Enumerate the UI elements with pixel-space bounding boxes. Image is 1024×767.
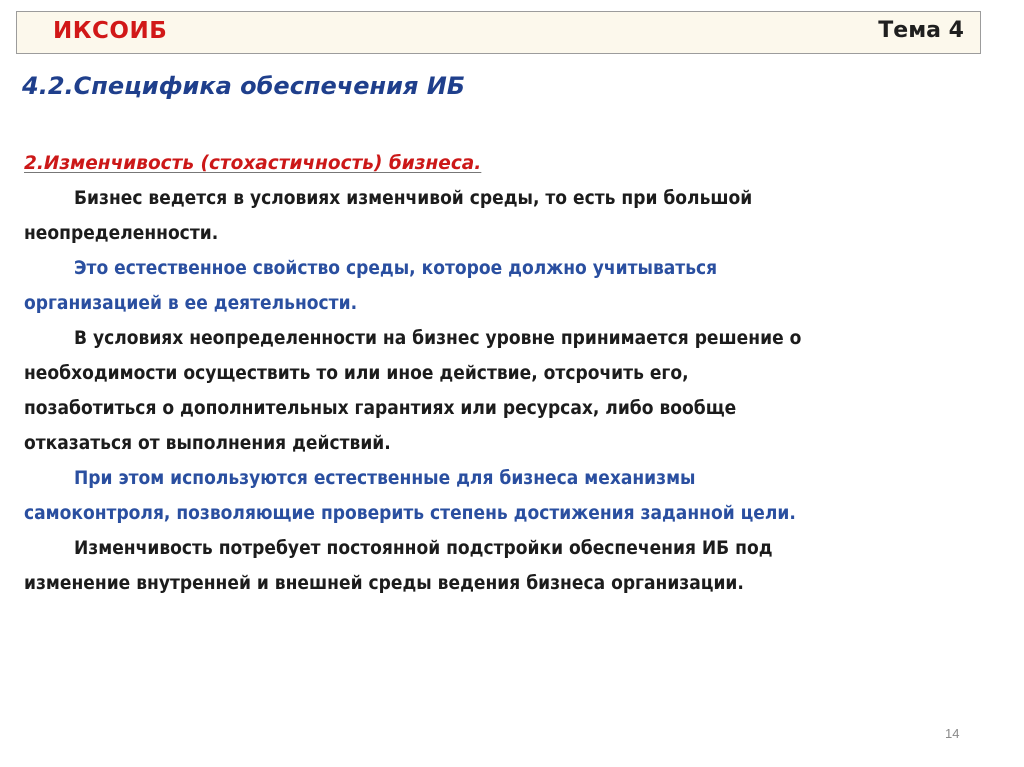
paragraph-line: Изменчивость потребует постоянной подстройки обеспечения ИБ под bbox=[74, 537, 773, 559]
paragraph-line: При этом используются естественные для бизнеса механизмы bbox=[74, 467, 696, 489]
paragraph bbox=[24, 181, 999, 251]
paragraph-line: В условиях неопределенности на бизнес уровне принимается решение о bbox=[74, 327, 802, 349]
section-heading: 2.Изменчивость (стохастичность) бизнеса. bbox=[24, 153, 482, 174]
paragraph bbox=[24, 461, 999, 531]
paragraph-line: отказаться от выполнения действий. bbox=[24, 432, 391, 454]
paragraph-line: Это естественное свойство среды, которое должно учитываться bbox=[74, 257, 718, 279]
slide-content bbox=[24, 147, 999, 601]
paragraph-line: неопределенности. bbox=[24, 222, 219, 244]
paragraph-line: позаботиться о дополнительных гарантиях или ресурсах, либо вообще bbox=[24, 397, 737, 419]
course-label: ИКСОИБ bbox=[53, 18, 168, 44]
paragraph bbox=[24, 531, 999, 601]
paragraph bbox=[24, 251, 999, 321]
topic-label: Тема 4 bbox=[878, 18, 964, 43]
slide-title: 4.2.Специфика обеспечения ИБ bbox=[22, 72, 466, 100]
paragraph-line: изменение внутренней и внешней среды ведения бизнеса организации. bbox=[24, 572, 744, 594]
paragraph bbox=[24, 321, 999, 461]
paragraph-line: необходимости осуществить то или иное действие, отсрочить его, bbox=[24, 362, 689, 384]
header-bar bbox=[16, 11, 981, 54]
paragraph-line: организацией в ее деятельности. bbox=[24, 292, 358, 314]
paragraph-line: Бизнес ведется в условиях изменчивой среды, то есть при большой bbox=[74, 187, 753, 209]
page-number: 14 bbox=[945, 726, 960, 741]
paragraph-line: самоконтроля, позволяющие проверить степень достижения заданной цели. bbox=[24, 502, 796, 524]
